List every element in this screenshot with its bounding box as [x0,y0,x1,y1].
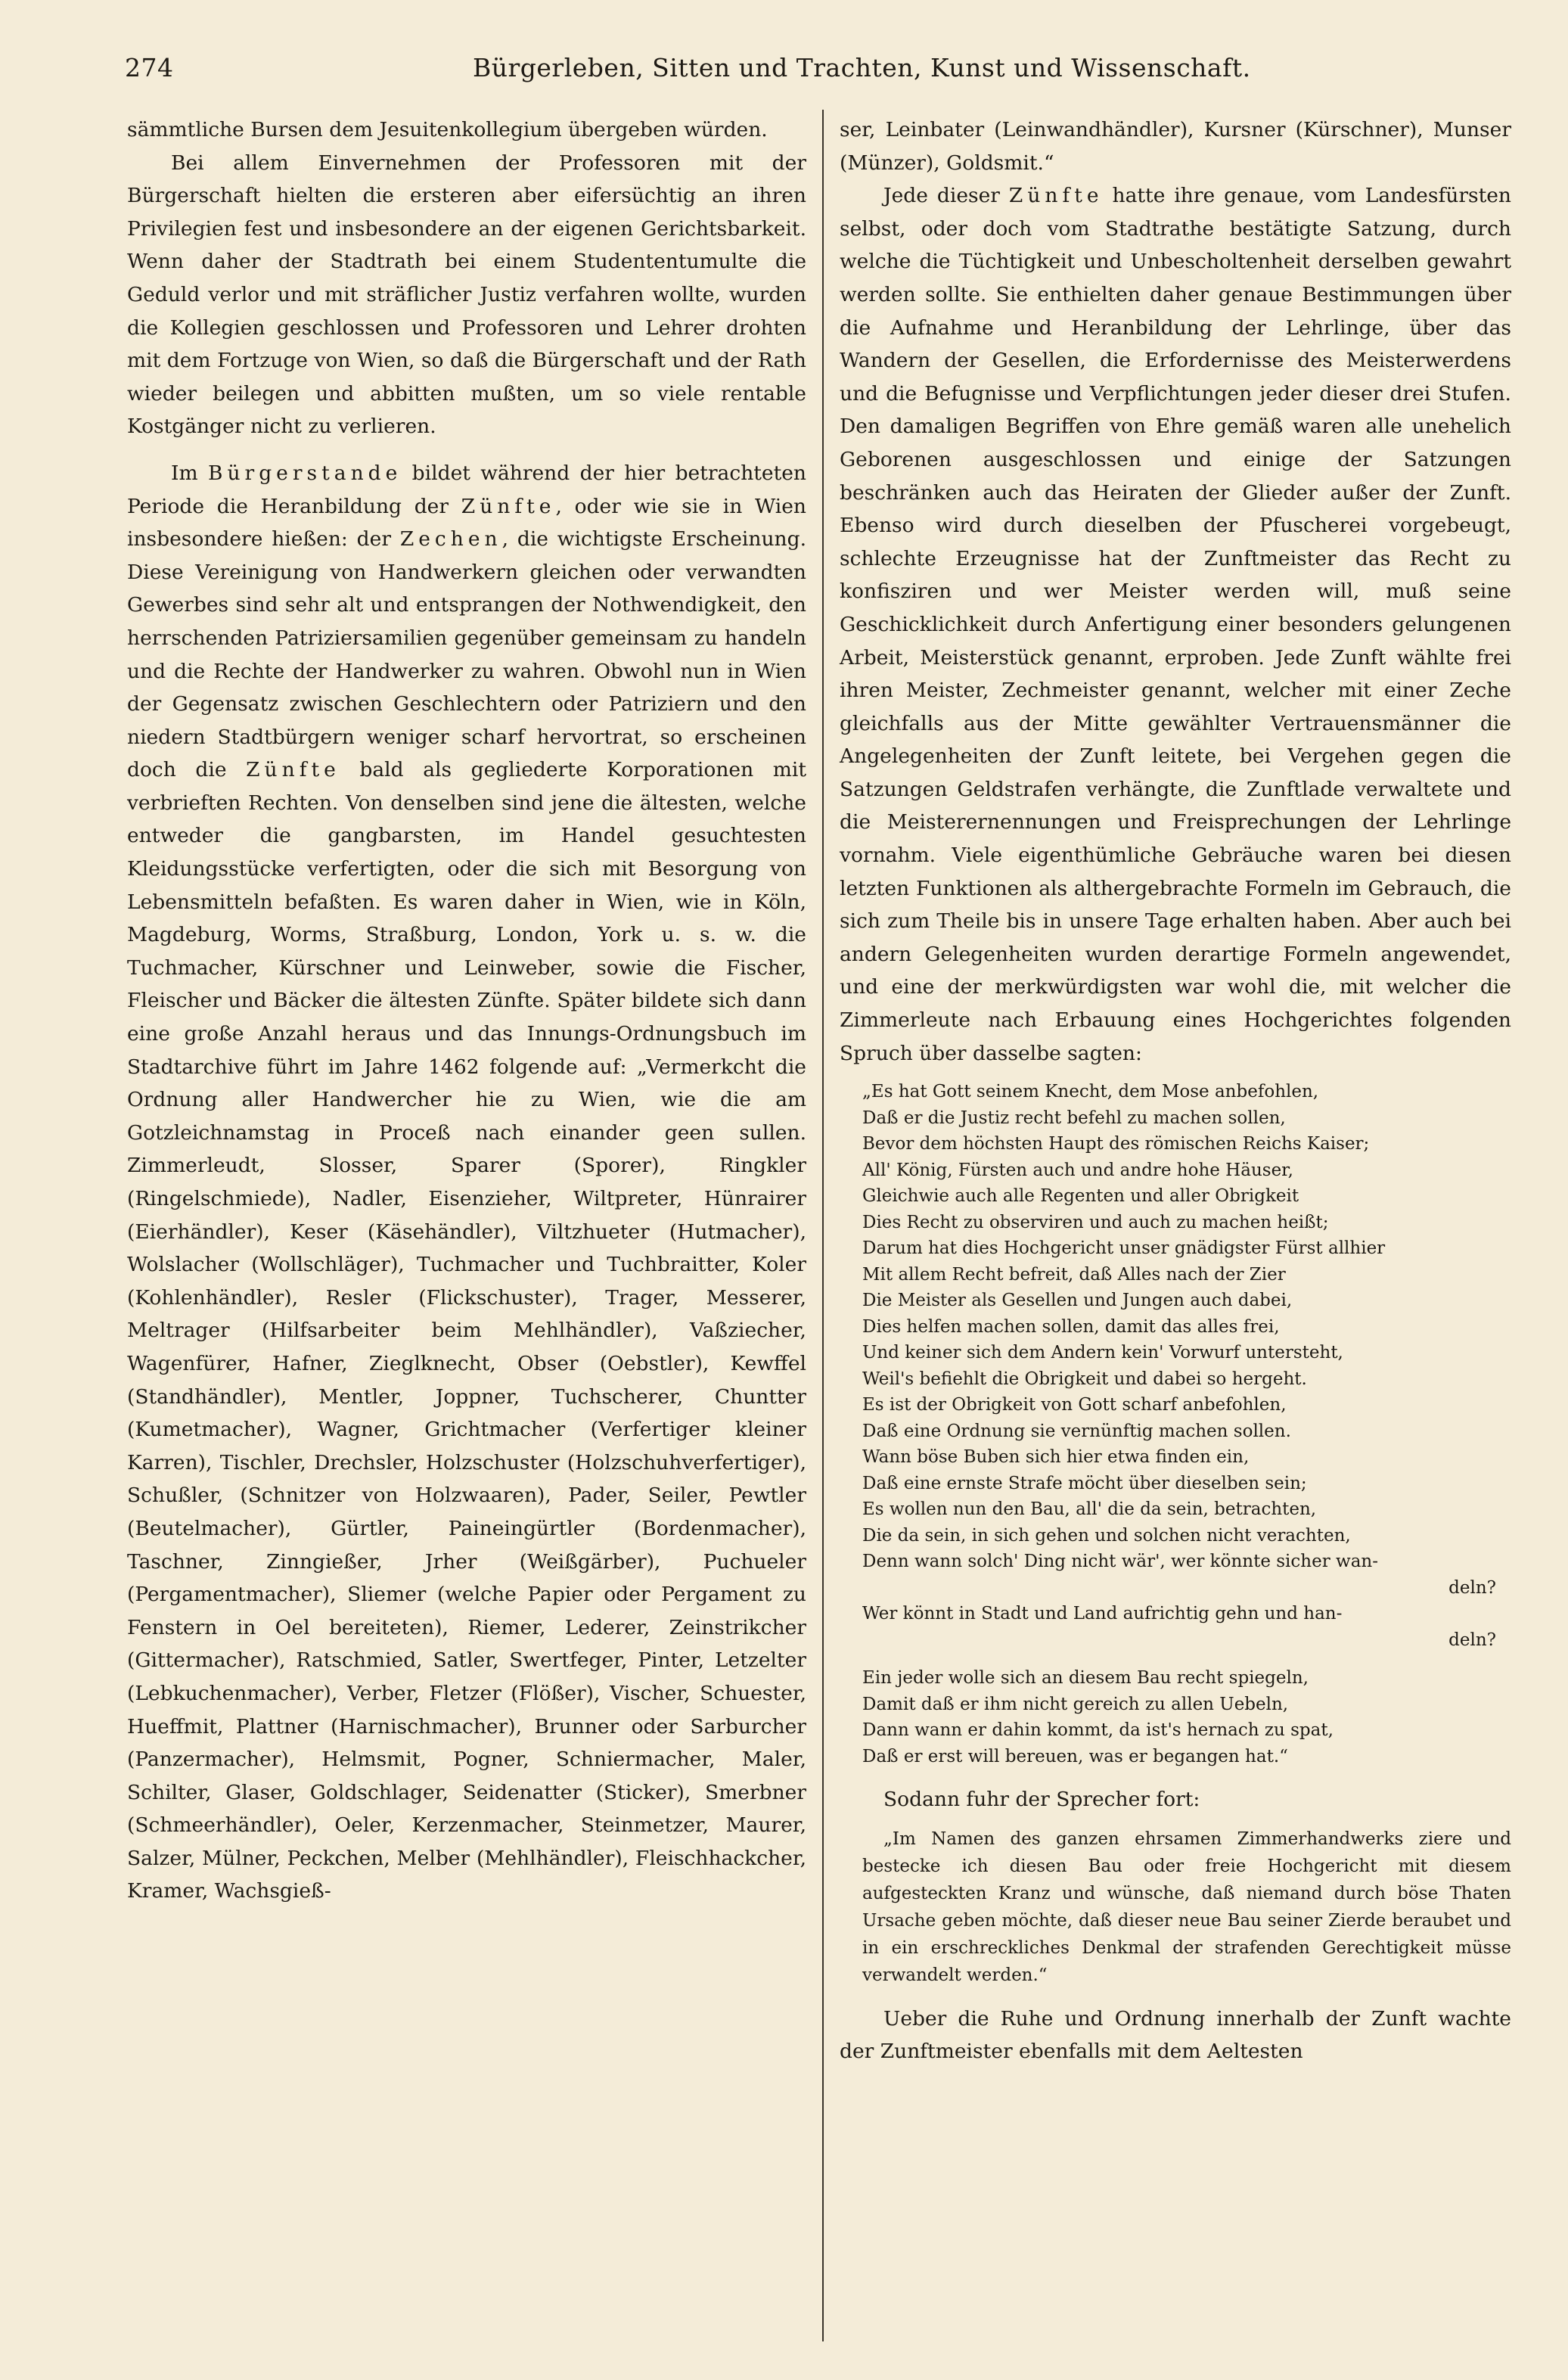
verse-line: Daß er die Justiz recht befehl zu machen sollen, [862,1108,1286,1128]
text-run: , die wichtigste Erscheinung. Diese Vereinigung von Handwerkern gleichen oder verwandten Gewerbes sind sehr alt und entsprangen der Nothwendigkeit, den herrschenden Patriziersamilien gegenüber gemeinsam zu handeln und die Rechte der Handwerker zu wahren. Obwohl nun in Wien der Gegensatz zwischen Geschlechtern oder Patriziern und den niedern Stadtbürgern weniger scharf hervortrat, so erscheinen doch die [127,527,806,782]
text-run: Im [171,461,208,485]
paragraph: sämmtliche Bursen dem Jesuitenkollegium übergeben würden. [127,118,768,141]
verse-line: Wann böse Buben sich hier etwa finden ein, [862,1447,1250,1468]
emphasis-spaced: Zünfte [461,494,556,518]
verse-line: Die da sein, in sich gehen und solchen nicht verachten, [862,1525,1351,1546]
page-number: 274 [125,53,174,82]
verse-line: Es ist der Obrigkeit von Gott scharf anbefohlen, [862,1395,1287,1415]
verse-line: Mit allem Recht befreit, daß Alles nach der Zier [862,1264,1286,1285]
paragraph: Ueber die Ruhe und Ordnung innerhalb der Zunft wachte der Zunftmeister ebenfalls mit dem Aeltesten [840,2006,1511,2064]
verse-line-continuation: deln? [1448,1630,1496,1650]
verse-line: Daß eine ernste Strafe möcht über dieselben sein; [862,1473,1307,1493]
column-divider [822,110,824,2341]
verse-line: All' König, Fürsten auch und andre hohe Häuser, [862,1160,1293,1180]
text-run: hatte ihre genaue, vom Landesfürsten selbst, oder doch vom Stadtrathe bestätigte Satzung, durch welche die Tüchtigkeit und Unbescholtenheit derselben gewahrt werden sollte. Sie enthielten daher genaue Bestimmungen über die Aufnahme und Heranbildung der Lehrlinge, über das Wandern der Gesellen, die Erfordernisse des Meisterwerdens und die Befugnisse und Verpflichtungen jeder dieser drei Stufen. Den damaligen Begriffen von Ehre gemäß waren alle unehelich Geborenen ausgeschlossen und einige der Satzungen beschränken auch das Heiraten der Glieder außer der Zunft. Ebenso wird durch dieselben der Pfuscherei vorgebeugt, schlechte Erzeugnisse hat der Zunftmeister das Recht zu konfisziren und wer Meister werden will, muß seine Geschicklichkeit durch Anfertigung einer besonders gelungenen Arbeit, Meisterstück genannt, erproben. Jede Zunft wählte frei ihren Meister, Zechmeister genannt, welcher mit einer Zeche gleichfalls aus der Mitte gewählter Vertrauensmänner die Angelegenheiten der Zunft leitete, bei Vergehen gegen die Satzungen Geldstrafen verhängte, die Zunftlade verwaltete und die Meisterernennungen und Freisprechungen der Lehrlinge vornahm. Viele eigenthümliche Gebräuche waren bei diesen letzten Funktionen als althergebrachte Formeln im Gebrauch, die sich zum Theile bis in unsere Tage erhalten haben. Aber auch bei andern Gelegenheiten wurden derartige Formeln angewendet, und eine der merkwürdigsten war wohl die, mit welcher die Zimmerleute nach Erbauung eines Hochgerichtes folgenden Spruch über dasselbe sagten: [840,184,1511,1065]
quote-block [840,1825,1511,1989]
emphasis-spaced: Zünfte [1008,184,1104,208]
verse-line: Und keiner sich dem Andern kein' Vorwurf untersteht, [862,1343,1343,1363]
page-header [125,47,1501,92]
emphasis-spaced: Zechen [399,527,502,552]
running-head: Bürgerleben, Sitten und Trachten, Kunst und Wissenschaft. [473,53,1251,82]
text-run: , oder wie sie in Wien insbesondere hießen: der [127,494,807,552]
paragraph: ser, Leinbater (Leinwandhändler), Kursner (Kürschner), Munser (Münzer), Goldsmit.“ [840,118,1511,175]
verse-line: Daß er erst will bereuen, was er begangen hat.“ [862,1746,1288,1766]
right-column [840,113,1511,2068]
verse-line: Weil's befiehlt die Obrigkeit und dabei so hergeht. [862,1369,1307,1389]
verse-block [840,1079,1511,1769]
verse-line: „Es hat Gott seinem Knecht, dem Mose anbefohlen, [862,1082,1319,1102]
verse-line: Daß eine Ordnung sie vernünftig machen sollen. [862,1421,1291,1441]
text-run: bildet während der hier betrachteten Periode die Heranbildung der [127,461,806,518]
paragraph-satzung [840,179,1511,1070]
verse-line: Darum hat dies Hochgericht unser gnädigster Fürst allhier [862,1238,1386,1259]
paragraph: Sodann fuhr der Sprecher fort: [883,1788,1200,1812]
verse-line: Damit daß er ihm nicht gereich zu allen Uebeln, [862,1694,1289,1714]
verse-line: Dann wann er dahin kommt, da ist's hernach zu spat, [862,1720,1334,1741]
verse-line: Bevor dem höchsten Haupt des römischen Reichs Kaiser; [862,1134,1370,1154]
text-run: bald als gegliederte Korporationen mit verbrieften Rechten. Von denselben sind jene die ältesten, welche entweder die gangbarsten, im Handel gesuchtesten Kleidungsstücke verfertigten, oder die sich mit Besorgung von Lebensmitteln befaßten. Es waren daher in Wien, wie in Köln, Magdeburg, Worms, Straßburg, London, York u. s. w. die Tuchmacher, Kürschner und Leinweber, sowie die Fischer, Fleischer und Bäcker die ältesten Zünfte. Später bildete sich dann eine große Anzahl heraus und das Innungs-Ordnungsbuch im Stadtarchive führt im Jahre 1462 folgende auf: „Vermerkcht die Ordnung aller Handwercher hie zu Wien, wie die am Gotzleichnamstag in Proceß nach einander geen sullen. Zimmerleudt, Slosser, Sparer (Sporer), Ringkler (Ringelschmiede), Nadler, Eisenzieher, Wiltpreter, Hünrairer (Eierhändler), Keser (Käsehändler), Viltzhueter (Hutmacher), Wolslacher (Wollschläger), Tuchmacher und Tuchbraitter, Koler (Kohlenhändler), Resler (Flickschuster), Trager, Messerer, Meltrager (Hilfsarbeiter beim Mehlhändler), Vaßziecher, Wagenfürer, Hafner, Zieglknecht, Obser (Oebstler), Kewffel (Standhändler), Mentler, Joppner, Tuchscherer, Chuntter (Kumetmacher), Wagner, Grichtmacher (Verfertiger kleiner Karren), Tischler, Drechsler, Holzschuster (Holzschuhverfertiger), Schußler, (Schnitzer von Holzwaaren), Pader, Seiler, Pewtler (Beutelmacher), Gürtler, Paineingürtler (Bordenmacher), Taschner, Zinngießer, Jrher (Weißgärber), Puchueler (Pergamentmacher), Sliemer (welche Papier oder Pergament zu Fenstern in Oel bereiteten), Riemer, Lederer, Zeinstrikcher (Gittermacher), Ratschmied, Satler, Swertfeger, Pinter, Letzelter (Lebkuchenmacher), Verber, Fletzer (Flößer), Vischer, Schuester, Hueffmit, Plattner (Harnischmacher), Brunner oder Sarburcher (Panzermacher), Helmsmit, Pogner, Schniermacher, Maler, Schilter, Glaser, Goldschlager, Seidenatter (Sticker), Smerbner (Schmeerhändler), Oeler, Kerzenmacher, Steinmetzer, Maurer, Salzer, Mülner, Peckchen, Melber (Mehlhändler), Fleischhackcher, Kramer, Wachsgieß- [127,758,806,1903]
verse-line: Die Meister als Gesellen und Jungen auch dabei, [862,1291,1293,1311]
verse-line: Dies helfen machen sollen, damit das alles frei, [862,1316,1280,1337]
verse-line: Wer könnt in Stadt und Land aufrichtig gehn und han- [862,1604,1343,1624]
verse-line: Ein jeder wolle sich an diesem Bau recht spiegeln, [862,1668,1309,1689]
stanza-gap [862,1653,1511,1665]
verse-line: Es wollen nun den Bau, all' die da sein, betrachten, [862,1499,1317,1520]
verse-line: Gleichwie auch alle Regenten und aller Obrigkeit [862,1186,1299,1207]
left-column [127,113,806,1908]
verse-line: Denn wann solch' Ding nicht wär', wer könnte sicher wan- [862,1552,1378,1572]
verse-line-continuation: deln? [1448,1577,1496,1598]
quote-text: „Im Namen des ganzen ehrsamen Zimmerhandwerks ziere und bestecke ich diesen Bau oder freie Hochgericht mit diesem aufgesteckten Kranz und wünsche, daß niemand durch böse Thaten Ursache geben möchte, daß dieser neue Bau seiner Zierde beraubet und in ein erschreckliches Denkmal der strafenden Gerechtigkeit müsse verwandelt werden.“ [862,1828,1511,1985]
verse-line: Dies Recht zu observiren und auch zu machen heißt; [862,1212,1329,1232]
emphasis-spaced: Zünfte [246,758,340,782]
paragraph: Bei allem Einvernehmen der Professoren mit der Bürgerschaft hielten die ersteren aber eifersüchtig an ihren Privilegien fest und insbesondere an der eigenen Gerichtsbarkeit. Wenn daher der Stadtrath bei einem Studententumulte die Geduld verlor und mit sträflicher Justiz verfahren wollte, wurden die Kollegien geschlossen und Professoren und Lehrer drohten mit dem Fortzuge von Wien, so daß die Bürgerschaft und der Rath wieder beilegen und abbitten mußten, um so viele rentable Kostgänger nicht zu verlieren. [127,151,806,439]
text-run: Jede dieser [883,184,1009,208]
paragraph-zuenfte [127,457,806,1908]
emphasis-spaced: Bürgerstande [208,461,402,485]
